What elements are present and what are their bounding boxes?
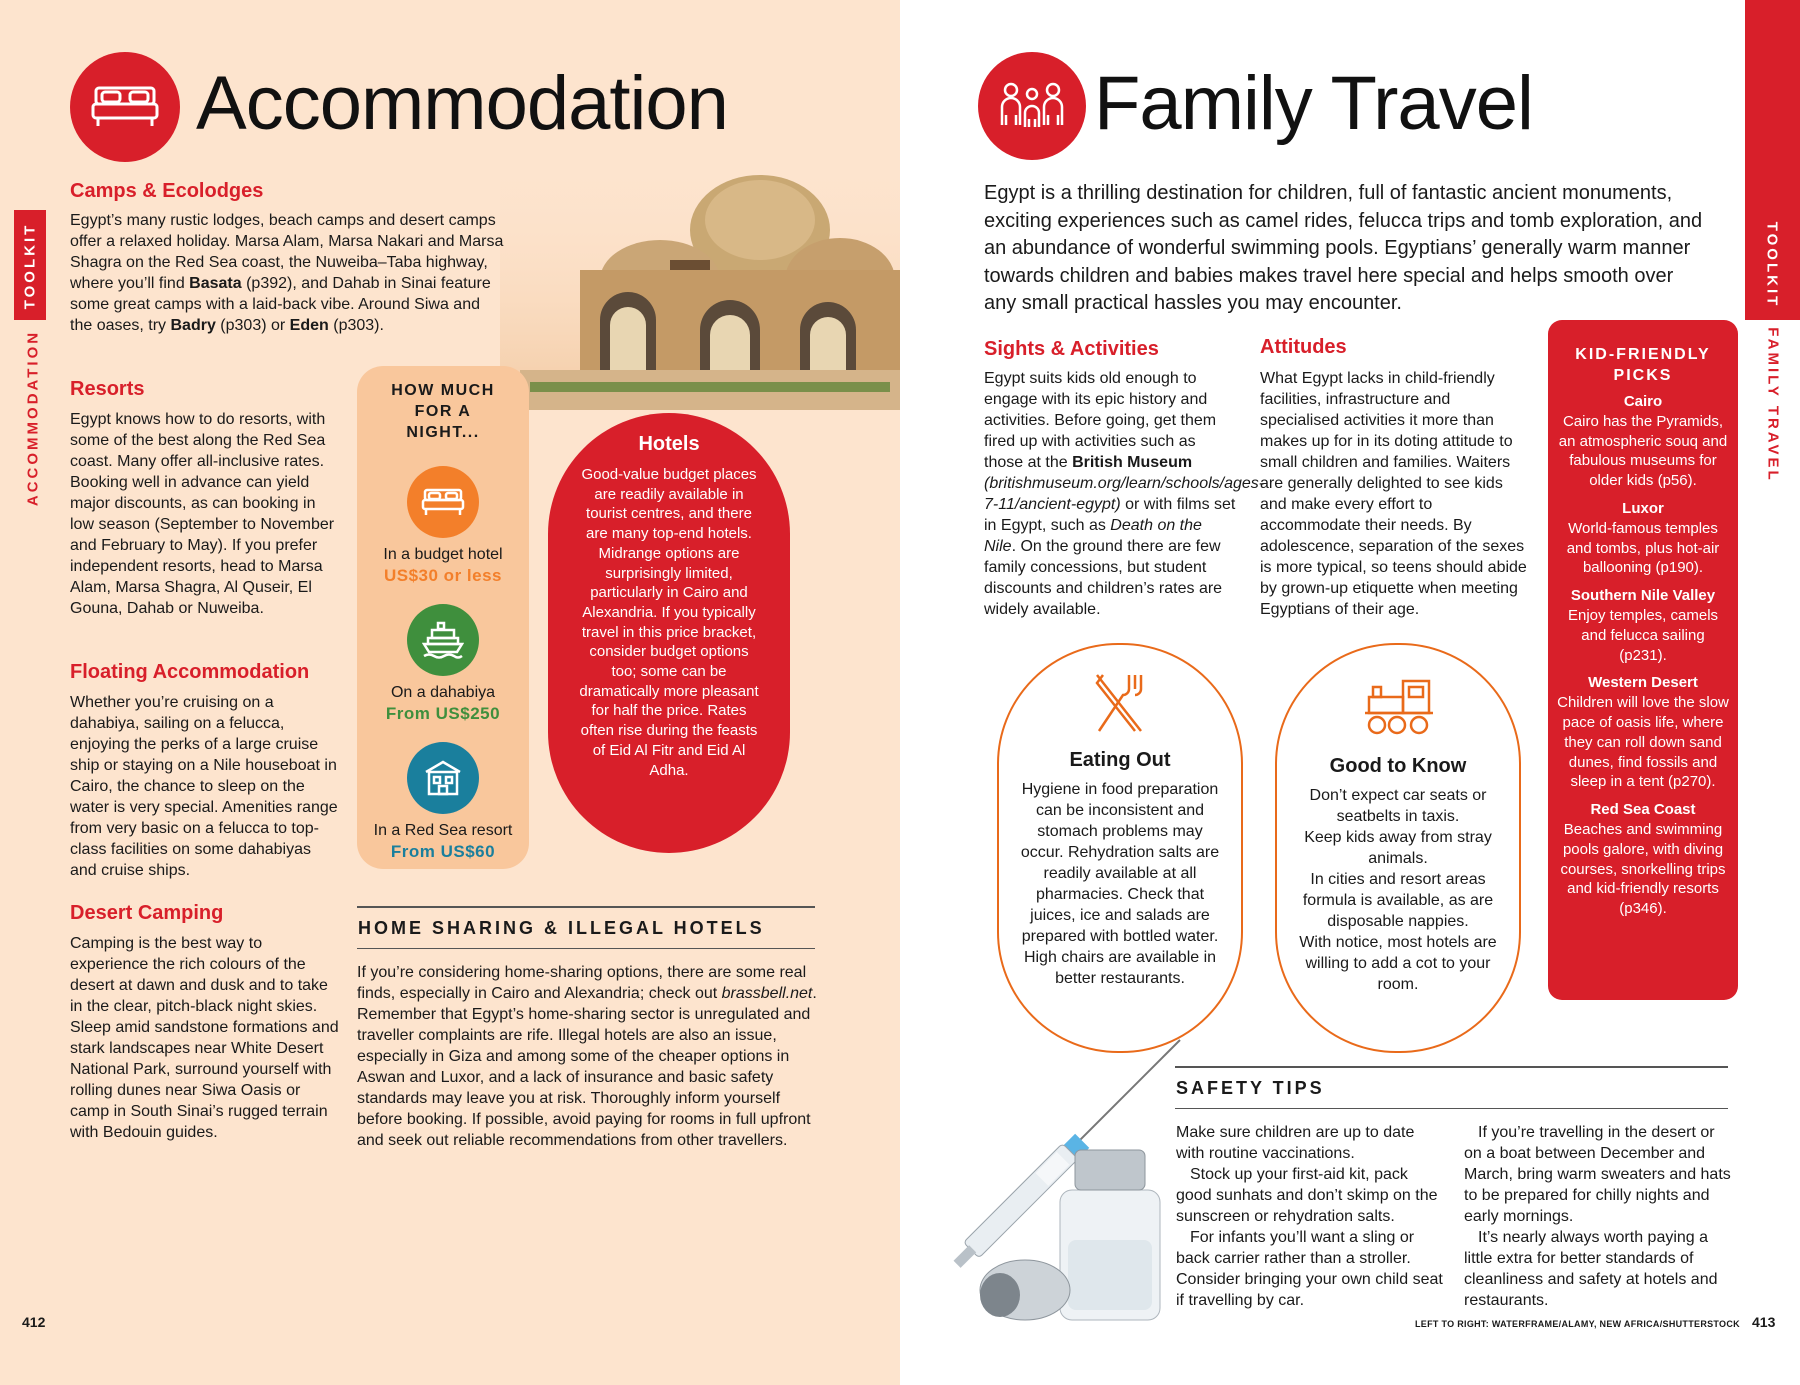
good-to-know-text: [1295, 785, 1501, 995]
kid-place-name: Red Sea Coast: [1590, 801, 1696, 819]
ecolodge-photo: [500, 150, 900, 410]
list-item: [1556, 586, 1730, 665]
kid-place-name: Western Desert: [1588, 674, 1698, 692]
eating-out-box: [997, 643, 1243, 1053]
toolkit-tab-label-right: TOOLKIT: [1763, 221, 1781, 309]
resort-icon-circle: [407, 742, 479, 814]
kid-friendly-box: [1548, 320, 1738, 1000]
budget-hotel-icon-circle: [407, 466, 479, 538]
good-to-know-line: In cities and resort areas formula is available, as are disposable nappies.: [1302, 871, 1494, 930]
kid-place-text: Beaches and swimming pools galore, with diving courses, snorkelling trips and kid-friendly resorts (p346).: [1560, 820, 1726, 918]
safety-tip: It’s nearly always worth paying a little extra for better standards of cleanliness and safety at hotels and restaurants.: [1464, 1229, 1718, 1309]
good-to-know-box: [1275, 643, 1521, 1053]
safety-rule-bottom: [1175, 1108, 1728, 1109]
safety-tip: If you’re travelling in the desert or on a boat between December and March, bring warm sweaters and hats to be prepared for chilly nights and early mornings.: [1464, 1124, 1731, 1225]
boat-icon: [422, 620, 464, 660]
floating-heading: Floating Accommodation: [70, 661, 310, 683]
toy-train-icon: [1363, 675, 1435, 739]
camps-text: Egypt’s many rustic lodges, beach camps and desert camps offer a relaxed holiday. Marsa Alam, Marsa Nakari and Marsa Shagra on the Red Sea coast, the Nuweiba–Taba highway, where you’ll find Basata (p392), and Dahab in Sinai feature some great camps with a laid-back vibe. Around Siwa and the oases, try Badry (p303) or Eden (p303).: [70, 212, 504, 334]
kid-place-name: Cairo: [1623, 393, 1663, 410]
good-to-know-line: Don’t expect car seats or seatbelts in taxis.: [1309, 787, 1487, 825]
safety-tip: For infants you’ll want a sling or back carrier rather than a stroller. Consider bringing your own child seat if travelling by car.: [1176, 1229, 1443, 1309]
dahabiya-icon-circle: [407, 604, 479, 676]
safety-tip: Stock up your first-aid kit, pack good sunhats and don’t skimp on the sunscreen or rehydration salts.: [1176, 1166, 1438, 1225]
hotels-text: Good-value budget places are readily available in tourist centres, and there are many top-end hotels. Midrange options are surprisingly limited, particularly in Cairo and Alexandria. If you typically travel in this price bracket, consider budget options too; some can be dramatically more pleasant for half the price. Rates often rise during the feasts of Eid Al Fitr and Eid Al Adha.: [579, 466, 759, 779]
budget-hotel-price: US$30 or less: [383, 566, 502, 585]
vaccine-syringe-photo: [940, 1030, 1200, 1330]
resort-price: From US$60: [390, 842, 496, 861]
hotels-box: [548, 413, 790, 853]
budget-hotel-label: In a budget hotel: [383, 546, 503, 563]
attitudes-heading: Attitudes: [1260, 336, 1347, 358]
safety-heading: SAFETY TIPS: [1176, 1078, 1325, 1098]
resorts-heading: Resorts: [70, 378, 145, 400]
dahabiya-price: From US$250: [385, 704, 501, 723]
attitudes-text: What Egypt lacks in child-friendly facilities, infrastructure and specialised activities it more than makes up for in its doting attitude to small children and families. Waiters are generally delighted to see kids and make every effort to accommodate their needs. By adolescence, separation of the sexes is more typical, so teens should abide by grown-up etiquette when meeting Egyptians of their age.: [1260, 370, 1527, 618]
kid-friendly-list: [1556, 392, 1730, 927]
eating-out-text: Hygiene in food preparation can be inconsistent and stomach problems may occur. Rehydration salts are readily available at all pharmacies. Check that juices, ice and salads are prepared with bottled water. High chairs are available in better restaurants.: [1020, 781, 1220, 987]
home-sharing-rule-bottom: [357, 948, 815, 949]
resort-icon: [422, 758, 464, 798]
home-sharing-heading: HOME SHARING & ILLEGAL HOTELS: [358, 918, 765, 938]
kid-place-name: Southern Nile Valley: [1570, 587, 1716, 605]
eating-out-heading: Eating Out: [1069, 749, 1171, 771]
home-sharing-text: If you’re considering home-sharing options, there are some real finds, especially in Cairo and Alexandria; check out brassbell.net. Remember that Egypt’s home-sharing sector is unregulated and traveller complaints are rife. Illegal hotels are also an issue, especially in Giza and among some of the cheaper options in Aswan and Luxor, and a lack of insurance and basic safety standards may leave you at risk. Thoroughly inform yourself before booking. If possible, avoid paying for rooms in full upfront and seek out reliable recommendations from other travellers.: [357, 964, 817, 1149]
hotels-heading: Hotels: [638, 433, 700, 455]
page-title-family-travel: Family Travel: [1094, 61, 1533, 146]
kid-place-text: Enjoy temples, camels and felucca sailing (p231).: [1567, 606, 1719, 664]
safety-col-1: [1176, 1122, 1444, 1311]
safety-rule-top: [1175, 1066, 1728, 1068]
floating-text: Whether you’re cruising on a dahabiya, sailing on a felucca, enjoying the perks of a large cruise ship or staying on a Nile houseboat in Cairo, the chance to sleep on the water is very special. Amenities range from very basic on a felucca to top-class facilities on some dahabiyas and cruise ships.: [70, 694, 338, 879]
good-to-know-line: Keep kids away from stray animals.: [1304, 829, 1492, 867]
sights-text: Egypt suits kids old enough to engage with its epic history and activities. Before going, get them fired up with activities such as those at the British Museum (britishmuseum.org/learn/schools/ages-7-11/ancient-egypt) or with films set in Egypt, such as Death on the Nile. On the ground there are few family concessions, but student discounts and children’s rates are widely available.: [984, 370, 1265, 618]
kid-place-text: Cairo has the Pyramids, an atmospheric souq and fabulous museums for older kids (p56).: [1558, 412, 1728, 490]
section-tab-label: ACCOMMODATION: [24, 329, 42, 507]
list-item: [1556, 499, 1730, 578]
family-icon-circle: [978, 52, 1086, 160]
page-number-left: 412: [22, 1314, 46, 1330]
page-number-right: 413: [1752, 1314, 1776, 1330]
left-sidebar: [0, 0, 52, 1385]
good-to-know-line: With notice, most hotels are willing to add a cot to your room.: [1299, 934, 1497, 993]
how-much-box: [357, 366, 529, 869]
desert-heading: Desert Camping: [70, 902, 224, 924]
kid-place-name: Luxor: [1622, 499, 1664, 517]
kid-friendly-title: KID-FRIENDLY PICKS: [1575, 346, 1711, 384]
resorts-text: Egypt knows how to do resorts, with some of the best along the Red Sea coast. Many offer all-inclusive rates. Booking well in advance can yield major discounts, as can booking in low season (September to November and February to May). If you prefer independent resorts, head to Marsa Alam, Marsa Shagra, Al Quseir, El Gouna, Dahab or Nuweiba.: [70, 411, 335, 617]
section-tab-label-right: FAMILY TRAVEL: [1764, 327, 1782, 483]
toolkit-tab-label: TOOLKIT: [21, 222, 39, 310]
list-item: [1556, 392, 1730, 491]
page-title-accommodation: Accommodation: [196, 61, 728, 146]
safety-col-2: [1464, 1122, 1732, 1311]
resort-label: In a Red Sea resort: [373, 822, 513, 839]
safety-tip: Make sure children are up to date with routine vaccinations.: [1176, 1124, 1415, 1162]
how-much-title: HOW MUCH FOR A NIGHT...: [391, 382, 495, 441]
bed-icon: [421, 486, 465, 518]
home-sharing-rule-top: [357, 906, 815, 908]
camps-heading: Camps & Ecolodges: [70, 180, 264, 202]
kid-place-text: Children will love the slow pace of oasis life, where they can roll down sand dunes, find fossils and sleep in a tent (p270).: [1557, 694, 1729, 791]
desert-text: Camping is the best way to experience the rich colours of the desert at dawn and dusk and to take in the clear, pitch-black night skies. Sleep amid sandstone formations and stark landscapes near White Desert National Park, surround yourself with rolling dunes near Siwa Oasis or camp in South Sinai’s rugged terrain with Bedouin guides.: [70, 935, 339, 1141]
list-item: [1556, 800, 1730, 919]
accommodation-icon-circle: [70, 52, 180, 162]
dahabiya-label: On a dahabiya: [390, 684, 496, 701]
good-to-know-heading: Good to Know: [1329, 755, 1467, 777]
sights-heading: Sights & Activities: [984, 338, 1159, 360]
bed-icon: [90, 82, 160, 132]
kid-place-text: World-famous temples and tombs, plus hot-air ballooning (p190).: [1566, 519, 1720, 577]
list-item: [1556, 673, 1730, 792]
right-page: [900, 0, 1800, 1385]
family-intro: Egypt is a thrilling destination for children, full of fantastic ancient monuments, exciting experiences such as camel rides, felucca trips and tomb exploration, and an abundance of wonderful swimming pools. Egyptians’ generally warm manner towards children and babies makes travel here special and helps smooth over any small practical hassles you may encounter.: [984, 182, 1703, 314]
cutlery-icon: [1089, 671, 1151, 737]
family-icon: [999, 81, 1065, 131]
photo-credit: LEFT TO RIGHT: WATERFRAME/ALAMY, NEW AFRICA/SHUTTERSTOCK: [1415, 1319, 1740, 1329]
